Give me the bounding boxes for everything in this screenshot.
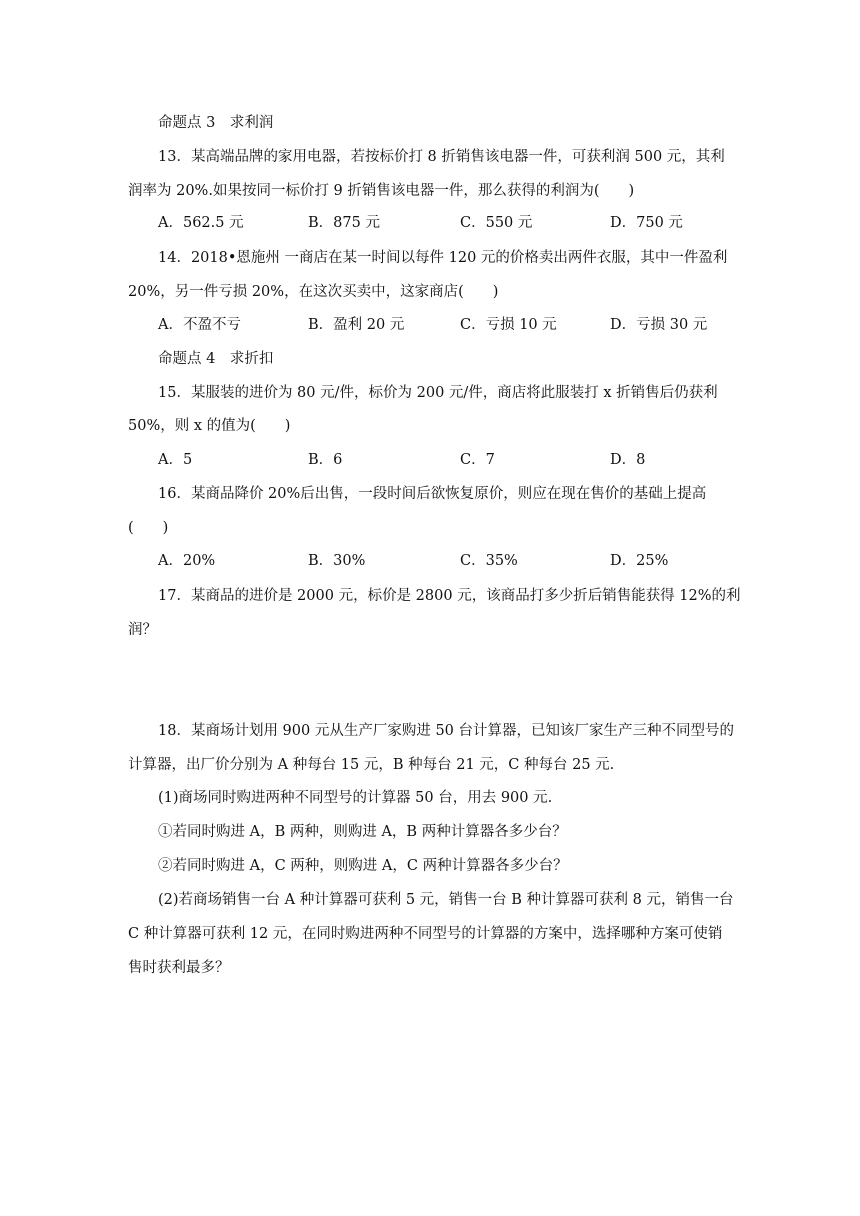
option-d: D．750 元 [610, 215, 683, 231]
option-b: B．30% [308, 553, 366, 569]
option-b: B．6 [308, 452, 343, 468]
option-a: A．562.5 元 [158, 215, 244, 231]
option-c: C．35% [460, 553, 518, 569]
option-a: A．不盈不亏 [158, 317, 241, 333]
option-d: D．8 [610, 452, 646, 468]
question-subpart-1: ①若同时购进 A，B 两种，则购进 A，B 两种计算器各多少台？ [158, 824, 567, 840]
question-text-line: 17．某商品的进价是 2000 元，标价是 2800 元，该商品打多少折后销售能获得 12%的利 [158, 588, 741, 604]
option-b: B．875 元 [308, 215, 380, 231]
option-d: D．25% [610, 553, 669, 569]
question-text-line: C 种计算器可获利 12 元，在同时购进两种不同型号的计算器的方案中，选择哪种方案可使销 [128, 926, 723, 942]
question-text-line: 50%，则 x 的值为( ) [128, 418, 291, 434]
question-text-line: 20%，另一件亏损 20%，在这次买卖中，这家商店( ) [128, 284, 499, 300]
question-text-line: 15．某服装的进价为 80 元/件，标价为 200 元/件，商店将此服装打 x 折销售后仍获利 [158, 385, 718, 401]
section-heading-3: 命题点 3 求利润 [158, 115, 274, 131]
question-text-line: 14．2018•恩施州 一商店在某一时间以每件 120 元的价格卖出两件衣服，其中一件盈利 [158, 250, 728, 266]
question-text-line: 售时获利最多？ [128, 960, 230, 976]
question-text-line: 13．某高端品牌的家用电器，若按标价打 8 折销售该电器一件，可获利润 500 元，其利 [158, 149, 725, 165]
option-a: A．20% [158, 553, 216, 569]
question-text-line: 润？ [128, 622, 157, 638]
option-a: A．5 [158, 452, 193, 468]
option-c: C．亏损 10 元 [460, 317, 557, 333]
option-c: C．7 [460, 452, 495, 468]
question-text-line: 润率为 20%.如果按同一标价打 9 折销售该电器一件，那么获得的利润为( ) [128, 183, 635, 199]
question-text-line: 16．某商品降价 20%后出售，一段时间后欲恢复原价，则应在现在售价的基础上提高 [158, 486, 707, 502]
question-text-line: 计算器，出厂价分别为 A 种每台 15 元，B 种每台 21 元，C 种每台 25 元. [128, 757, 615, 773]
option-b: B．盈利 20 元 [308, 317, 405, 333]
question-subpart-2: ②若同时购进 A，C 两种，则购进 A，C 两种计算器各多少台？ [158, 858, 568, 874]
option-c: C．550 元 [460, 215, 533, 231]
section-heading-4: 命题点 4 求折扣 [158, 351, 274, 367]
question-text-line: ( ) [128, 520, 169, 536]
question-part-1: (1)商场同时购进两种不同型号的计算器 50 台，用去 900 元. [158, 790, 553, 806]
question-part-2: (2)若商场销售一台 A 种计算器可获利 5 元，销售一台 B 种计算器可获利 8 元，销售一台 [158, 892, 734, 908]
question-text-line: 18．某商场计划用 900 元从生产厂家购进 50 台计算器，已知该厂家生产三种不同型号的 [158, 723, 735, 739]
option-d: D．亏损 30 元 [610, 317, 708, 333]
